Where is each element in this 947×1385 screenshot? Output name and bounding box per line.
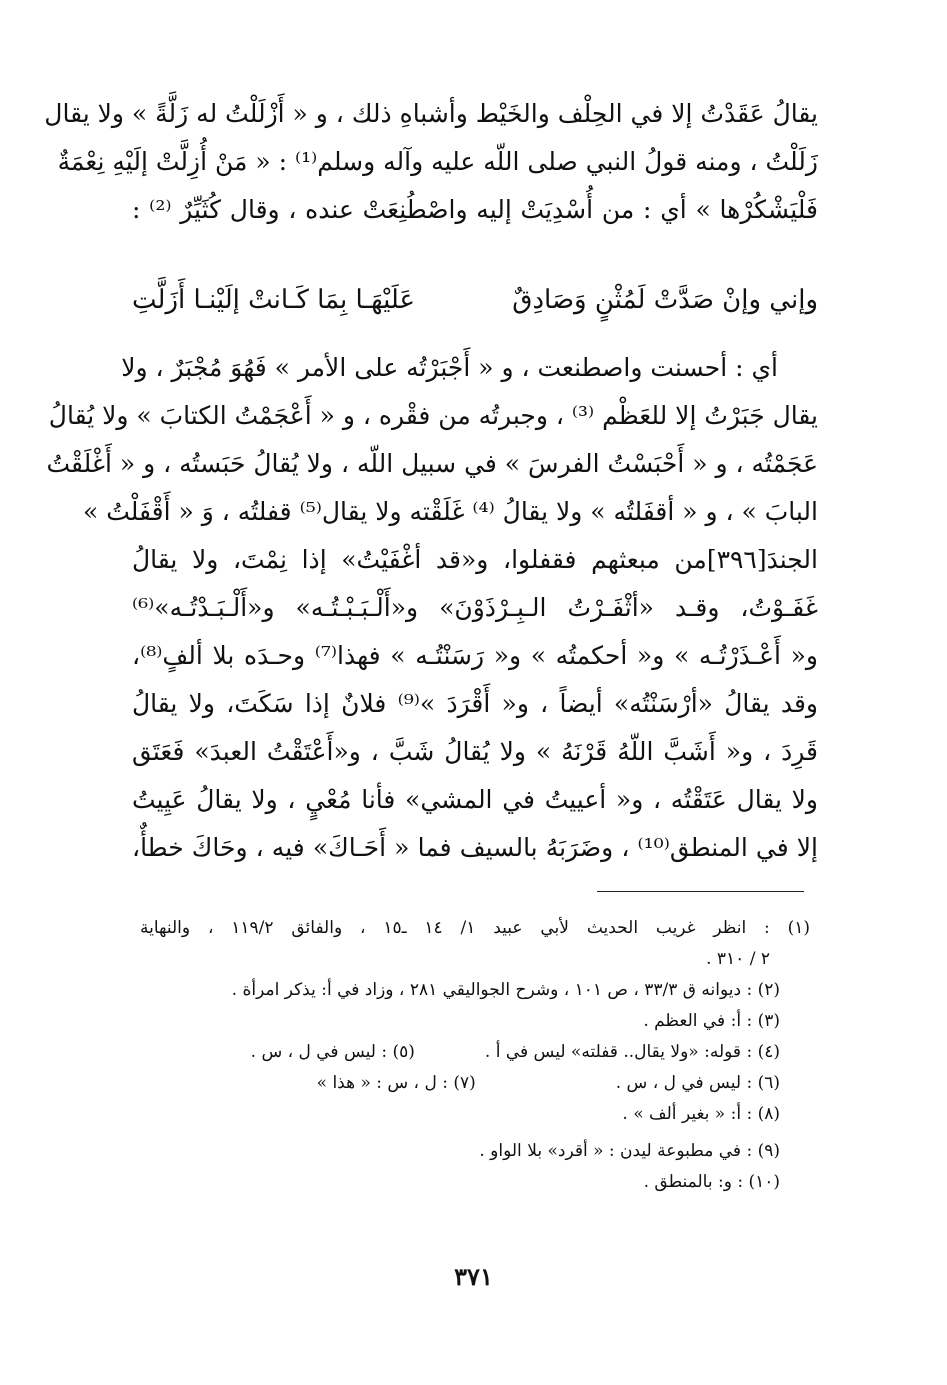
footnote-7: (٧) : ل ، س : « هذا » bbox=[316, 1073, 476, 1093]
body-line: يقال جَبَرْتُ إلا للعَظْم ⁽³⁾ ، وجبرتُه من فقْره ، و « أَعْجَمْتُ الكتابَ » ولا يُقالُ bbox=[48, 401, 818, 430]
footnote-1: (١) : انظر غريب الحديث لأبي عبيد ١/ ١٤ ـ١٥ ، والفائق ١١٩/٢ ، والنهاية bbox=[140, 918, 810, 938]
body-line: عَجَمْتُه ، و « أَحْبَسْتُ الفرسَ » في سبيل اللّه ، ولا يُقالُ حَبَستُه ، و « أَغْلَقْتُ bbox=[46, 449, 818, 478]
footnote-4: (٤) : قوله: «ولا يقال.. قفلته» ليس في أ . bbox=[484, 1042, 780, 1062]
body-line: يقالُ عَقَدْتُ إلا في الحِلْف والخَيْط وأشباهِ ذلك ، و « أَزْلَلْتُ له زَلَّةً » ولا يقال bbox=[44, 99, 818, 128]
body-line: وقد يقالُ «أرْسَنْتُه» أيضاً ، و« أَقْرَدَ »⁽⁹⁾ فلانٌ إذا سَكَتَ، ولا يقالُ bbox=[132, 689, 818, 718]
body-text-main bbox=[46, 344, 818, 872]
footnote-row-6-7 bbox=[140, 1068, 810, 1099]
verse-hemistich-second: عَلَيْهَـا بِمَا كَـانتْ إلَيْنـا أَزَلَّتِ bbox=[132, 285, 416, 315]
footnote-2: (٢) : ديوانه ق ٣٣/٣ ، ص ١٠١ ، وشرح الجواليقي ٢٨١ ، وزاد في أ: يذكر امرأة . bbox=[231, 980, 780, 1000]
footnotes bbox=[140, 913, 810, 1198]
body-line: إلا في المنطق⁽¹⁰⁾ ، وضَرَبَهُ بالسيف فما « أَحَـاكَ» فيه ، وحَاكَ خطأٌ، bbox=[132, 833, 818, 862]
body-line: غَفَـوْتُ، وقـد «أثْفَـرْتُ الـبِـرْذَوْنَ» و«أَلْـبَـبْـتُـه» و«أَلْـبَـدْتُـه»⁽⁶⁾ bbox=[132, 593, 818, 622]
footnote-divider bbox=[597, 891, 804, 892]
body-line: زَلَلْتُ ، ومنه قولُ النبي صلى اللّه عليه وآله وسلم⁽¹⁾ : « مَنْ أُزِلَّتْ إلَيْهِ نِعْمَةٌ bbox=[57, 147, 818, 176]
footnote-6: (٦) : ليس في ل ، س . bbox=[615, 1073, 780, 1093]
footnote-1-continued: ٢ / ٣١٠ . bbox=[706, 949, 770, 969]
footnote-10: (١٠) : و: بالمنطق . bbox=[643, 1172, 780, 1192]
body-line: و« أَعْـذَرْتُـه » و« أحكمتُه » و« رَسَنْتُـه » فهذا⁽⁷⁾ وحـدَه بلا ألفٍ⁽⁸⁾، bbox=[132, 641, 818, 670]
footnote-3: (٣) : أ: في العظم . bbox=[643, 1011, 780, 1031]
body-line: ولا يقال عَتَقْتُه ، و« أعييتُ في المشي» فأنا مُعْيٍ ، ولا يقالُ عَيِيتُ bbox=[132, 785, 818, 814]
body-line: البابَ » ، و « أقفَلتُه » ولا يقالُ ⁽⁴⁾ غَلَقْته ولا يقال⁽⁵⁾ قفلتُه ، وَ « أَقْفَلْتُ » bbox=[82, 497, 818, 526]
footnote-row-4-5 bbox=[140, 1037, 810, 1068]
body-text-top bbox=[44, 90, 818, 234]
page-number: ٣٧١ bbox=[454, 1262, 493, 1291]
footnote-8: (٨) : أ: « بغير ألف » . bbox=[622, 1104, 780, 1124]
verse-hemistich-first: وإني وإنْ صَدَّتْ لَمُثْنٍ وَصَادِقٌ bbox=[512, 285, 818, 315]
body-line: أي : أحسنت واصطنعت ، و « أَجْبَرْتُه على الأمر » فَهُوَ مُجْبَرٌ ، ولا bbox=[121, 353, 778, 382]
footnote-5: (٥) : ليس في ل ، س . bbox=[250, 1042, 415, 1062]
poetry-verse bbox=[132, 275, 818, 325]
body-line: الجندَ[٣٩٦]من مبعثهم فقفلوا، و«قد أغْفَيْتُ» إذا نِمْتَ، ولا يقالُ bbox=[132, 545, 818, 574]
body-line: فَلْيَشْكُرْها » أي : من أُسْدِيَتْ إليه واصْطُنِعَتْ عنده ، وقال كُثَيِّرٌ ⁽²⁾ : bbox=[132, 195, 818, 224]
body-line: قَرِدَ ، و« أَشَبَّ اللّهُ قَرْنَهُ » ولا يُقالُ شَبَّ ، و«أَعْتَقْتُ العبدَ» فَعَتَق bbox=[132, 737, 818, 766]
footnote-9: (٩) : في مطبوعة ليدن : « أقرد» بلا الواو . bbox=[479, 1141, 780, 1161]
